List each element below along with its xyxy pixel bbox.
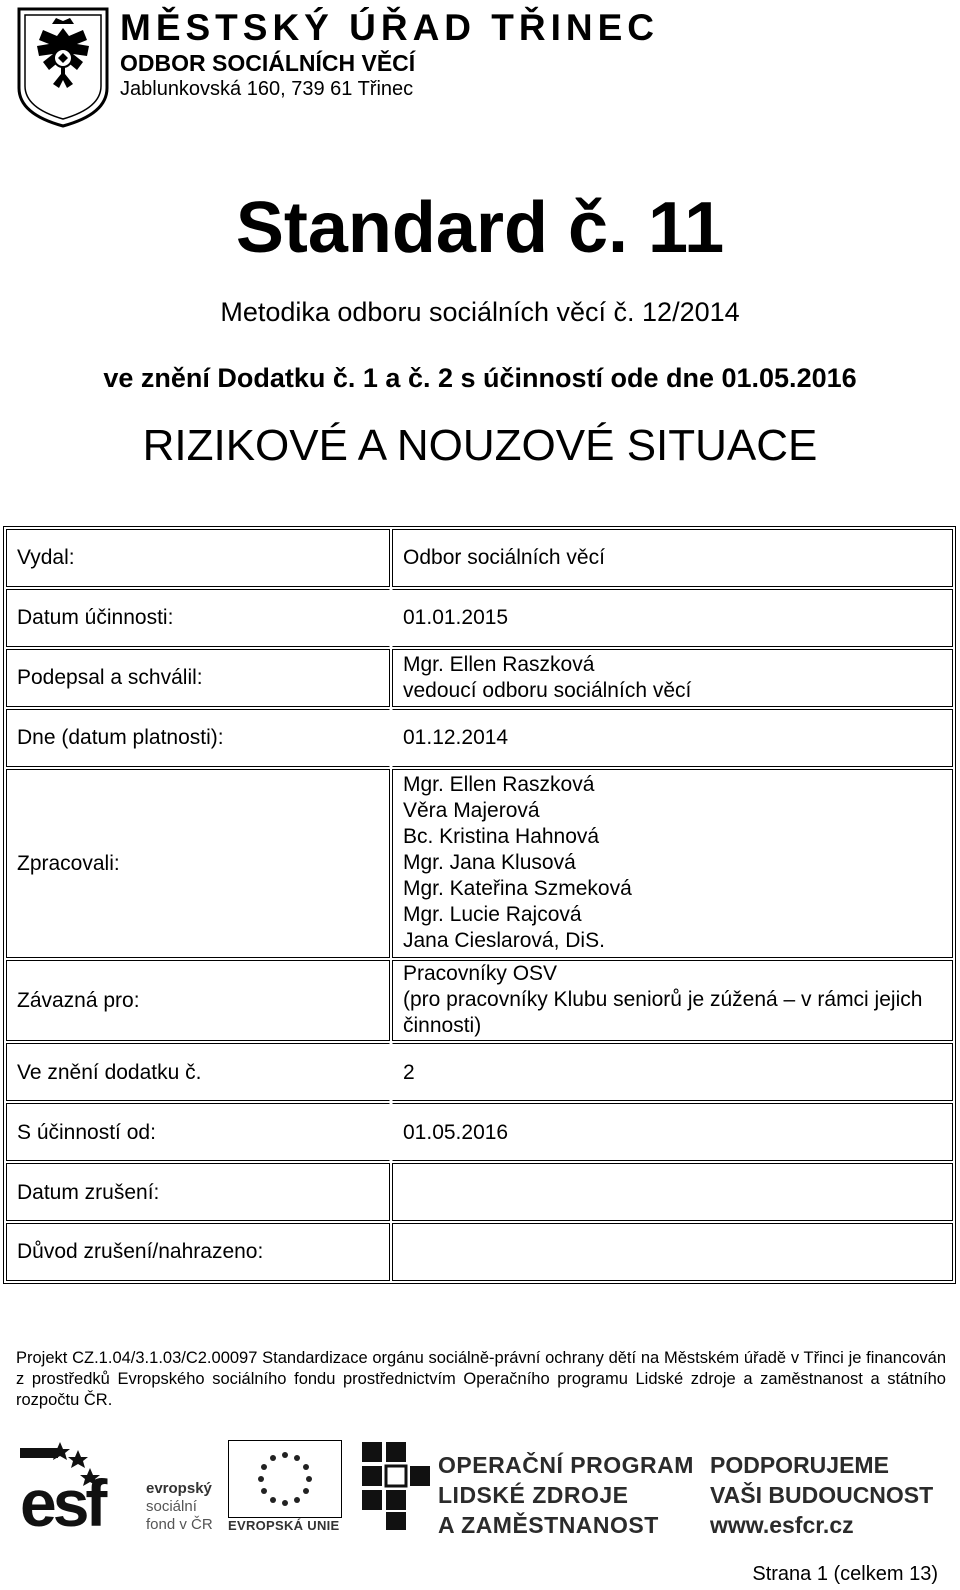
eu-flag-icon: [228, 1440, 342, 1518]
table-row: [6, 589, 953, 647]
esfcr-slogan: [710, 1450, 933, 1540]
document-info-table: [3, 526, 956, 1284]
prepared-by-list: [392, 769, 953, 958]
prepared-label: Zpracovali:: [6, 769, 390, 958]
esf-line-2: sociální: [146, 1498, 197, 1515]
validity-label: Dne (datum platnosti):: [6, 709, 390, 767]
table-row: [6, 649, 953, 707]
table-row: [6, 529, 953, 587]
svg-text:esf: esf: [20, 1466, 104, 1530]
effective-from-value: 01.05.2016: [392, 1103, 953, 1161]
esfcr-line-1: PODPORUJEME: [710, 1452, 889, 1478]
effective-date-label: Datum účinnosti:: [6, 589, 390, 647]
table-row: [6, 1223, 953, 1281]
table-row: [6, 1103, 953, 1161]
cancel-date-label: Datum zrušení:: [6, 1163, 390, 1221]
esfcr-line-2: VAŠI BUDOUCNOST: [710, 1482, 934, 1508]
effective-from-label: S účinností od:: [6, 1103, 390, 1161]
funding-logos: [20, 1440, 940, 1536]
esf-line-3: fond v ČR: [146, 1516, 213, 1533]
op-line-2: LIDSKÉ ZDROJE: [438, 1482, 629, 1508]
esfcr-url: www.esfcr.cz: [710, 1512, 854, 1538]
eu-label: EVROPSKÁ UNIE: [228, 1518, 340, 1533]
binding-line-1: Pracovníky OSV: [403, 962, 558, 986]
prepared-person: Mgr. Ellen Raszková: [403, 772, 595, 796]
issued-by-value: Odbor sociálních věcí: [392, 529, 953, 587]
signed-role: vedoucí odboru sociálních věcí: [403, 678, 692, 702]
prepared-person: Bc. Kristina Hahnová: [403, 824, 600, 848]
project-funding-note: Projekt CZ.1.04/3.1.03/C2.00097 Standardizace orgánu sociálně-právní ochrany dětí na Městském úřadě v Třinci je financován z prostředků Evropského sociálního fondu prostřednictvím Operačního programu Lidské zdroje a zaměstnanost a státního rozpočtu ČR.: [16, 1349, 946, 1409]
signed-name: Mgr. Ellen Raszková: [403, 652, 595, 676]
cancel-reason-value: [392, 1223, 953, 1281]
prepared-person: Věra Majerová: [403, 798, 540, 822]
department-name: ODBOR SOCIÁLNÍCH VĚCÍ: [120, 50, 416, 76]
op-lzz-logo-icon: [360, 1440, 432, 1532]
signed-label: Podepsal a schválil:: [6, 649, 390, 707]
methodology-subtitle: Metodika odboru sociálních věcí č. 12/2014: [220, 297, 740, 327]
binding-value: [392, 960, 953, 1041]
amendment-label: Ve znění dodatku č.: [6, 1043, 390, 1101]
effective-date-value: 01.01.2015: [392, 589, 953, 647]
esf-logo-icon: [20, 1440, 144, 1530]
table-row: [6, 769, 953, 958]
page-number: Strana 1 (celkem 13): [752, 1563, 938, 1585]
issued-by-label: Vydal:: [6, 529, 390, 587]
binding-label: Závazná pro:: [6, 960, 390, 1041]
op-line-3: A ZAMĚSTNANOST: [438, 1512, 659, 1538]
table-row: [6, 960, 953, 1041]
table-row: [6, 709, 953, 767]
city-coat-of-arms-icon: [16, 6, 110, 128]
prepared-person: Mgr. Jana Klusová: [403, 850, 576, 874]
cancel-date-value: [392, 1163, 953, 1221]
standard-title: Standard č. 11: [235, 188, 725, 268]
esf-line-1: evropský: [146, 1480, 212, 1497]
amendment-value: 2: [392, 1043, 953, 1101]
binding-line-2: (pro pracovníky Klubu seniorů je zúžená – v rámci jejich činnosti): [403, 988, 923, 1038]
prepared-person: Mgr. Kateřina Szmeková: [403, 876, 632, 900]
cancel-reason-label: Důvod zrušení/nahrazeno:: [6, 1223, 390, 1281]
office-header: [120, 8, 659, 102]
prepared-person: Mgr. Lucie Rajcová: [403, 902, 582, 926]
document-subject: RIZIKOVÉ A NOUZOVÉ SITUACE: [142, 421, 818, 470]
validity-value: 01.12.2014: [392, 709, 953, 767]
op-lzz-text: [438, 1450, 694, 1540]
amendment-subtitle: ve znění Dodatku č. 1 a č. 2 s účinností ode dne 01.05.2016: [103, 363, 857, 393]
table-row: [6, 1043, 953, 1101]
office-address: Jablunkovská 160, 739 61 Třinec: [120, 78, 414, 100]
op-line-1: OPERAČNÍ PROGRAM: [438, 1452, 694, 1478]
prepared-person: Jana Cieslarová, DiS.: [403, 928, 605, 952]
esf-logo-text: [146, 1480, 213, 1534]
table-row: [6, 1163, 953, 1221]
signed-value: [392, 649, 953, 707]
office-name: MĚSTSKÝ ÚŘAD TŘINEC: [120, 7, 660, 48]
